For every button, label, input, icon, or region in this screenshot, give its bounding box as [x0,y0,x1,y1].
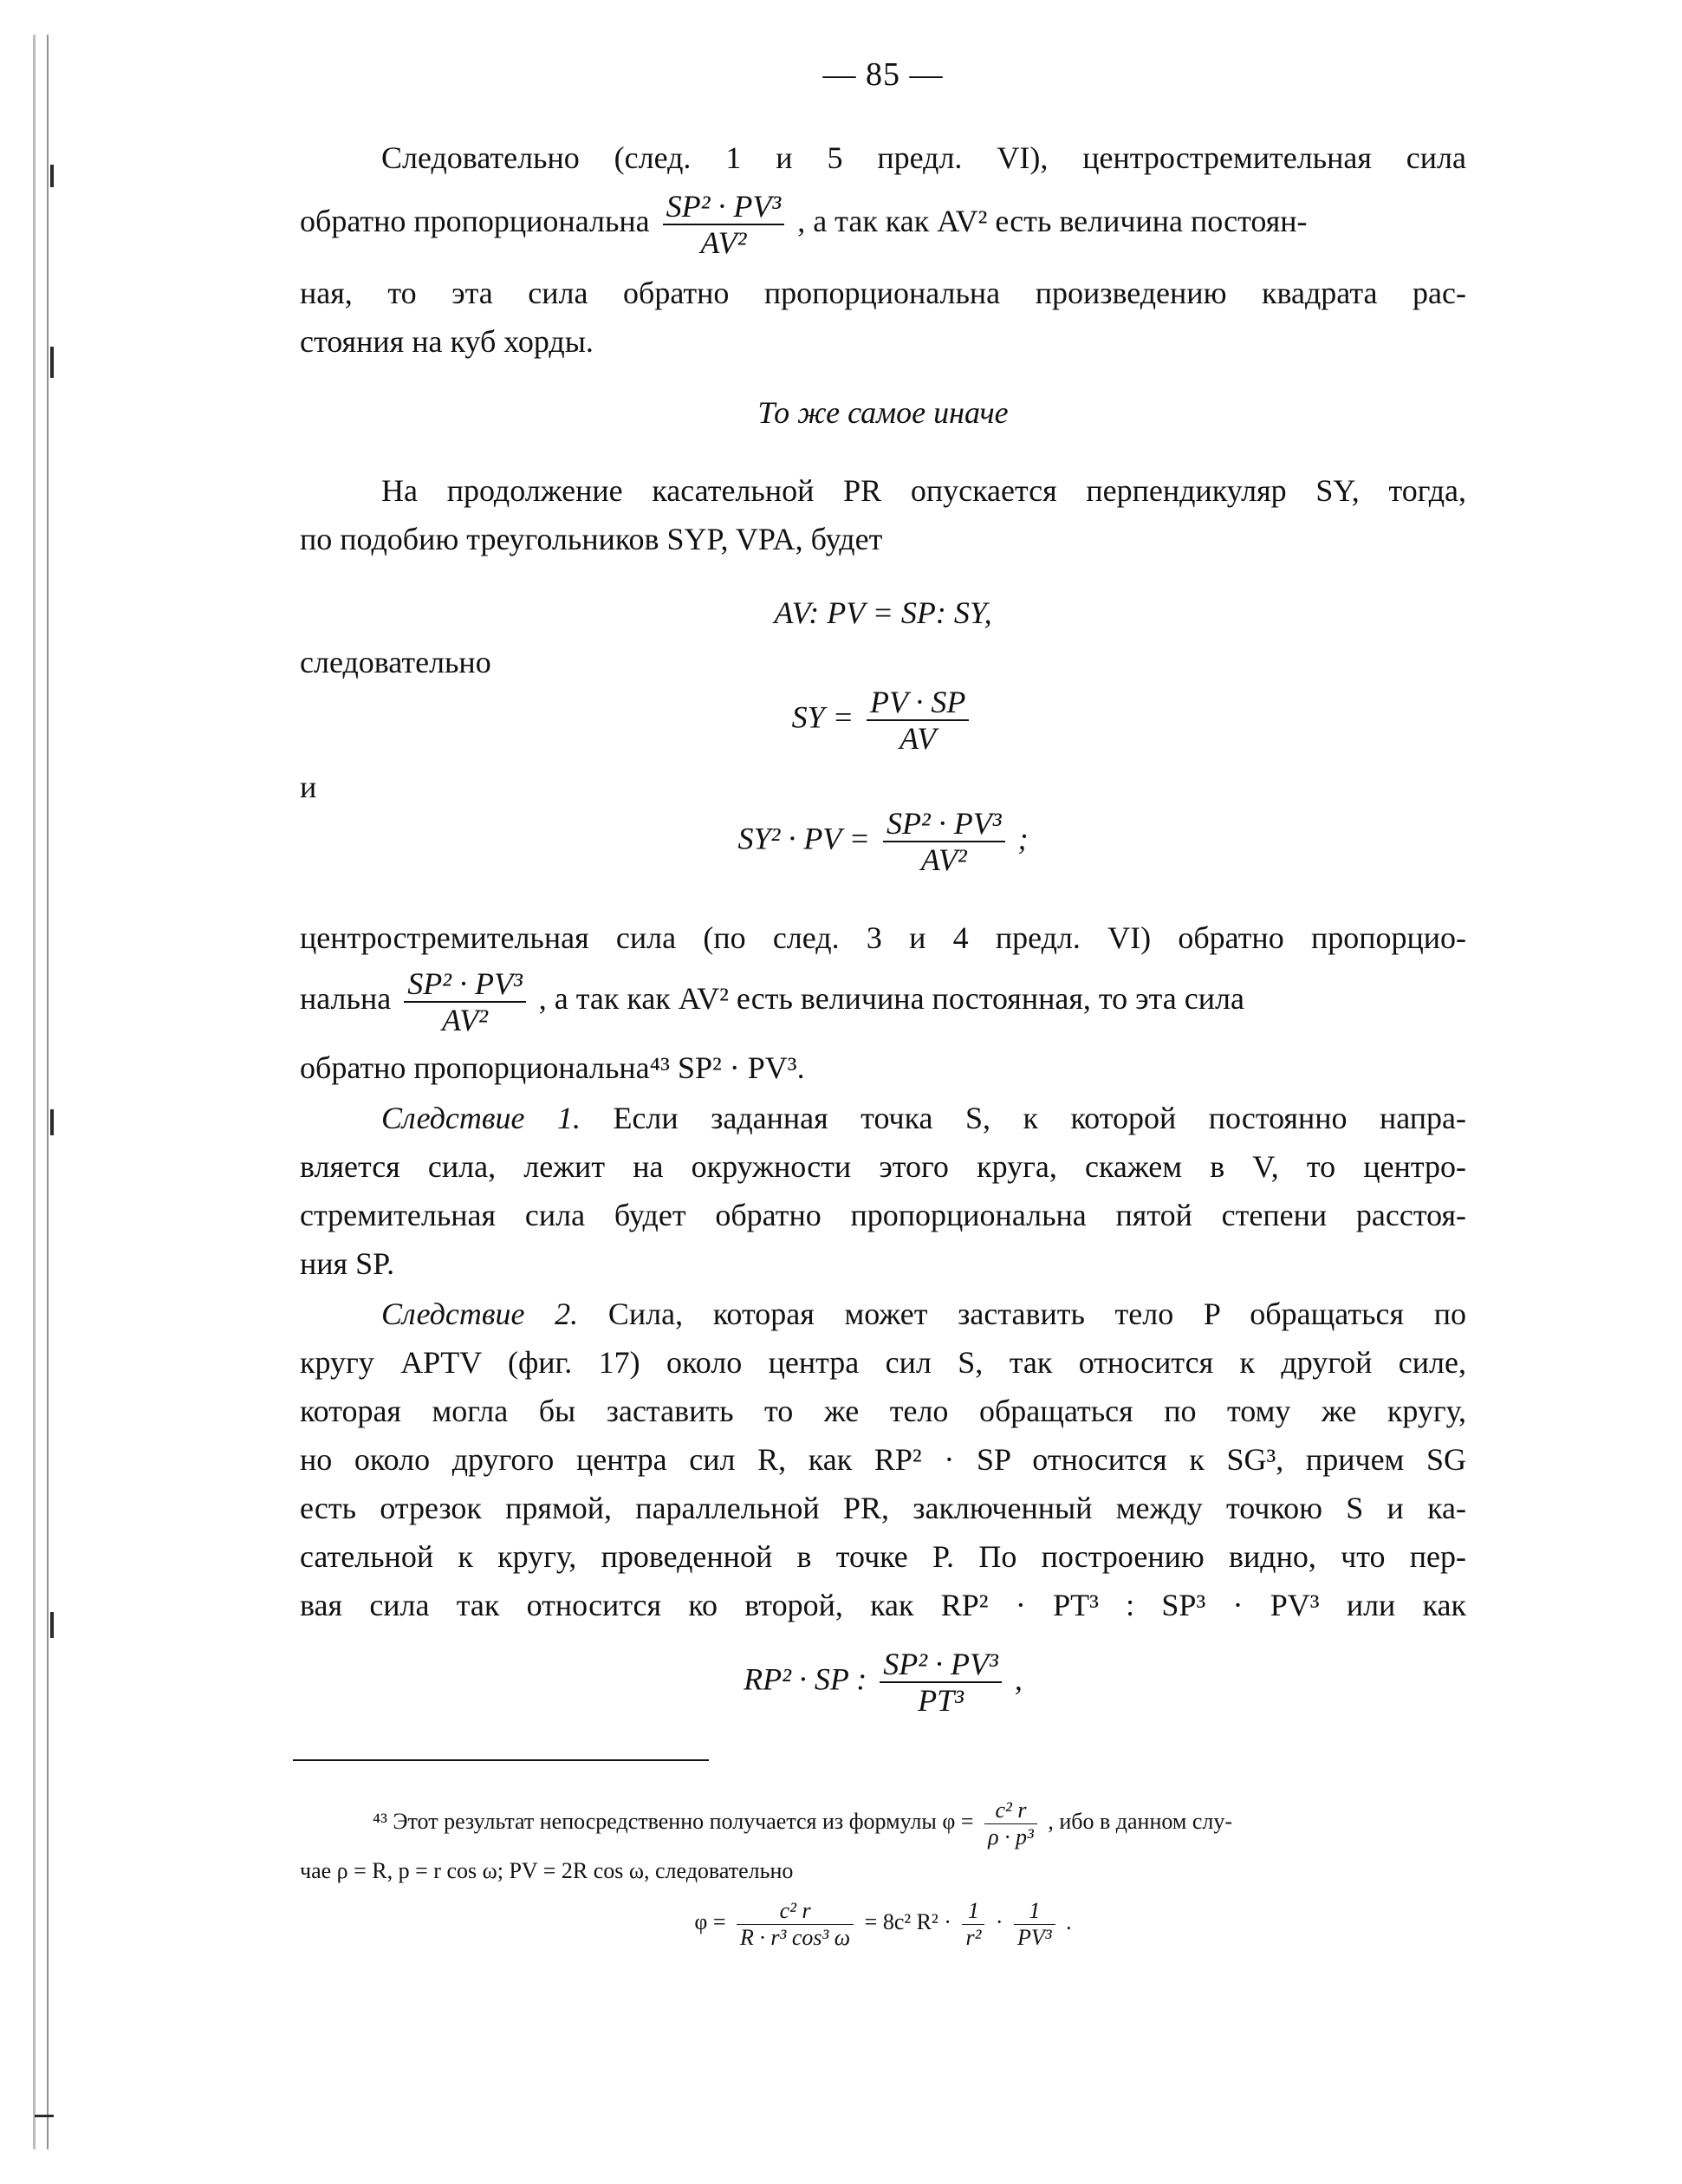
corollary2-line4: но около другого центра сил R, как RP² · SP относится к SG³, причем SG [300,1442,1466,1477]
para1-line1: Следовательно (след. 1 и 5 предл. VI), центростремительная сила [381,140,1466,175]
footnote-f3-denominator: r² [965,1924,982,1950]
equation-3-lhs: SY² · PV = [737,821,870,856]
para2-line1: На продолжение касательной PR опускается перпендикуляр SY, тогда, [381,473,1466,508]
binding-edge-mark [50,1612,54,1638]
word-i: и [300,770,317,804]
equation-4-denominator: PT³ [918,1683,964,1718]
footnote-eq-dot: · [995,1909,1003,1934]
page-number: — 85 — [822,56,944,93]
footnote-line1-post: , ибо в данном слу- [1048,1809,1233,1834]
corollary2-line1-rest: Сила, которая может заставить тело P обращаться по [578,1297,1466,1331]
footnote-rule [293,1759,709,1761]
footnote-f2-denominator: R · r³ cos³ ω [740,1924,851,1950]
footnote-f3-numerator: 1 [962,1898,984,1925]
section-title: То же самое иначе [757,395,1009,430]
equation-4-numerator: SP² · PV³ [880,1647,1002,1683]
corollary1-label: Следствие 1. [381,1101,581,1135]
corollary1-line2: вляется сила, лежит на окружности этого круга, скажем в V, то центро- [300,1149,1466,1184]
footnote-f4-numerator: 1 [1014,1898,1055,1925]
para3-line2-post: , а так как AV² есть величина постоянная, то эта сила [538,981,1244,1016]
binding-edge-mark [35,2115,54,2117]
corollary2-line7: вая сила так относится ко второй, как RP² · PT³ : SP³ · PV³ или как [300,1588,1466,1622]
equation-4-fraction [880,1647,1002,1718]
equation-4-lhs: RP² · SP : [744,1661,867,1697]
word-sledovatelno: следовательно [300,645,491,679]
para3-frac-numerator: SP² · PV³ [404,966,526,1003]
equation-3-numerator: SP² · PV³ [883,806,1005,842]
equation-2-numerator: PV · SP [867,685,969,721]
equation-4 [300,1647,1466,1718]
para1-line2 [300,186,1466,260]
equation-3 [300,806,1466,877]
footnote-line1 [373,1789,1466,1855]
corollary1-line1 [381,1099,1466,1137]
para1-line4: стояния на куб хорды. [300,324,594,359]
corollary2-line6: сательной к кругу, проведенной в точке P. По построению видно, что пер- [300,1539,1466,1574]
para3-line2-pre: нальна [300,981,392,1016]
para1-line2-pre: обратно пропорциональна [300,204,650,238]
para1-frac-numerator: SP² · PV³ [663,189,785,225]
footnote-f1-denominator: ρ · p³ [988,1823,1034,1849]
para3-fraction [404,966,526,1037]
footnote-eq-end: . [1066,1909,1072,1934]
equation-2-denominator: AV [899,721,937,756]
footnote-line1-pre: ⁴³ Этот результат непосредственно получается из формулы φ = [373,1809,974,1834]
equation-3-denominator: AV² [920,842,967,877]
para3-line2 [300,964,1466,1037]
footnote-line2: чае ρ = R, p = r cos ω; PV = 2R cos ω, следовательно [300,1858,794,1883]
footnote-fraction-2 [737,1898,854,1951]
binding-edge-mark [47,35,49,2149]
para2-line2: по подобию треугольников SYP, VPA, будет [300,522,883,556]
footnote-fraction-3 [962,1898,984,1951]
footnote-f1-numerator: c² r [984,1797,1037,1824]
binding-edge-mark [50,347,54,378]
footnote-fraction-1 [984,1797,1037,1850]
para1-frac-denominator: AV² [700,224,747,260]
corollary2-line3: которая могла бы заставить то же тело обращаться по тому же кругу, [300,1394,1466,1428]
footnote-eq-mid: = 8c² R² · [864,1909,951,1934]
footnote-f2-numerator: c² r [737,1898,854,1925]
para3-line3: обратно пропорциональна⁴³ SP² · PV³. [300,1050,805,1085]
corollary2-line5: есть отрезок прямой, параллельной PR, заключенный между точкою S и ка- [300,1491,1466,1525]
footnote-equation [300,1889,1466,1955]
para1-fraction [663,189,785,260]
binding-edge-mark [50,165,54,187]
para3-frac-denominator: AV² [441,1002,488,1037]
binding-edge-mark [33,35,36,2149]
corollary1-line4: ния SP. [300,1246,395,1281]
equation-1: AV: PV = SP: SY, [774,595,992,630]
corollary1-line3: стремительная сила будет обратно пропорциональна пятой степени расстоя- [300,1198,1466,1232]
corollary2-line2: кругу APTV (фиг. 17) около центра сил S, так относится к другой силе, [300,1345,1466,1380]
para1-line3: ная, то эта сила обратно пропорциональна произведению квадрата рас- [300,276,1466,310]
equation-3-tail: ; [1017,821,1029,856]
para1-line2-post: , а так как AV² есть величина постоян- [797,204,1308,238]
corollary1-line1-rest: Если заданная точка S, к которой постоянно напра- [580,1101,1466,1135]
equation-2-fraction [867,685,969,756]
equation-3-fraction [883,806,1005,877]
equation-2 [300,685,1466,756]
footnote-fraction-4 [1014,1898,1055,1951]
equation-4-tail: , [1014,1661,1023,1697]
corollary2-line1 [381,1295,1466,1333]
footnote-eq-lhs: φ = [694,1909,726,1934]
corollary2-label: Следствие 2. [381,1297,579,1331]
footnote-f4-denominator: PV³ [1017,1924,1052,1950]
binding-edge-mark [50,1109,54,1135]
equation-2-lhs: SY = [791,699,854,735]
para3-line1: центростремительная сила (по след. 3 и 4 предл. VI) обратно пропорцио- [300,920,1466,955]
